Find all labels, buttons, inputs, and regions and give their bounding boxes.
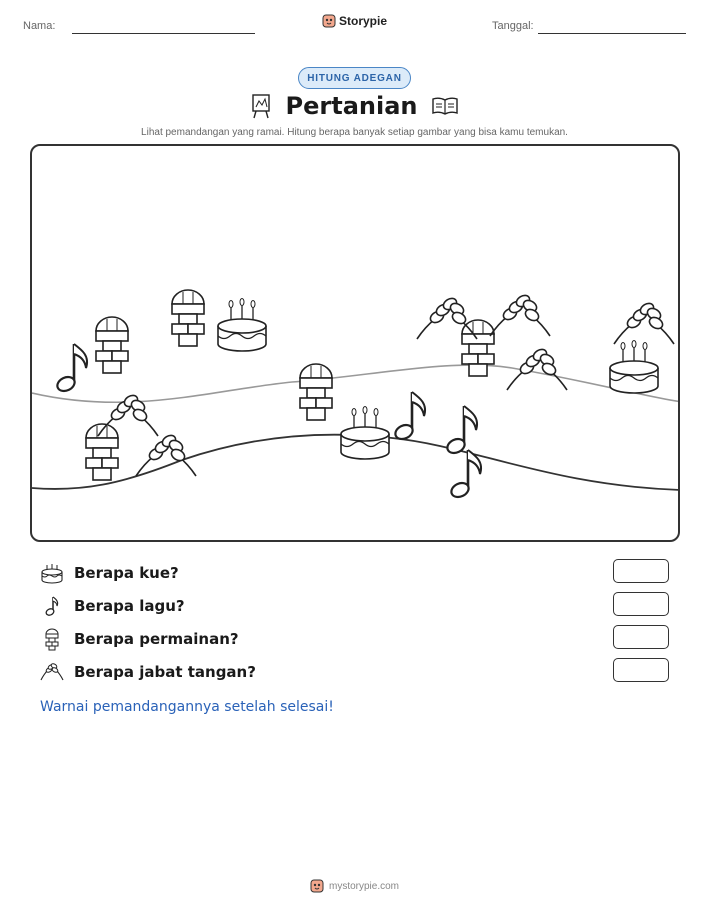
question-text: Berapa jabat tangan? xyxy=(74,663,256,681)
scene-cake-icon xyxy=(218,299,266,352)
counting-scene xyxy=(30,144,680,542)
instructions: Lihat pemandangan yang ramai. Hitung berapa banyak setiap gambar yang bisa kamu temukan. xyxy=(141,127,568,138)
scene-hopscotch-icon xyxy=(172,290,204,346)
activity-badge: HITUNG ADEGAN xyxy=(298,67,411,89)
question-songs xyxy=(40,593,185,619)
question-cakes xyxy=(40,560,179,586)
scene-handshake-icon xyxy=(490,293,550,336)
music-note-icon xyxy=(40,594,64,618)
question-text: Berapa lagu? xyxy=(74,597,185,615)
title-row xyxy=(0,92,709,120)
cake-icon xyxy=(40,561,64,585)
answer-box-cakes[interactable] xyxy=(613,559,669,583)
scene-drawing xyxy=(32,146,680,542)
hopscotch-icon xyxy=(40,627,64,651)
storypie-brand xyxy=(322,13,387,29)
open-book-icon xyxy=(431,95,459,117)
scene-cake-icon xyxy=(610,341,658,394)
date-line[interactable] xyxy=(538,33,686,34)
storypie-logo-icon xyxy=(322,13,336,29)
easel-icon xyxy=(250,93,272,119)
handshake-icon xyxy=(40,660,64,684)
question-text: Berapa kue? xyxy=(74,564,179,582)
scene-cake-icon xyxy=(341,407,389,460)
date-label: Tanggal: xyxy=(492,20,534,32)
question-text: Berapa permainan? xyxy=(74,630,239,648)
scene-music-note-icon xyxy=(445,406,477,456)
site-footer xyxy=(0,878,709,894)
answer-box-handshakes[interactable] xyxy=(613,658,669,682)
question-games xyxy=(40,626,239,652)
scene-hopscotch-icon xyxy=(300,364,332,420)
answer-box-games[interactable] xyxy=(613,625,669,649)
name-line[interactable] xyxy=(72,33,255,34)
site-url[interactable]: mystorypie.com xyxy=(328,880,399,892)
scene-hopscotch-icon xyxy=(96,317,128,373)
answer-box-songs[interactable] xyxy=(613,592,669,616)
scene-music-note-icon xyxy=(449,450,481,500)
name-label: Nama: xyxy=(23,20,56,32)
scene-music-note-icon xyxy=(393,392,425,442)
page-title: Pertanian xyxy=(285,92,418,120)
scene-music-note-icon xyxy=(55,344,87,394)
question-handshakes xyxy=(40,659,256,685)
storypie-logo-icon xyxy=(310,878,324,894)
scene-hopscotch-icon xyxy=(86,424,118,480)
coloring-note: Warnai pemandangannya setelah selesai! xyxy=(40,699,334,715)
scene-handshake-icon xyxy=(614,301,674,344)
scene-hopscotch-icon xyxy=(462,320,494,376)
brand-name: Storypie xyxy=(339,14,388,28)
scene-handshake-icon xyxy=(136,433,196,476)
